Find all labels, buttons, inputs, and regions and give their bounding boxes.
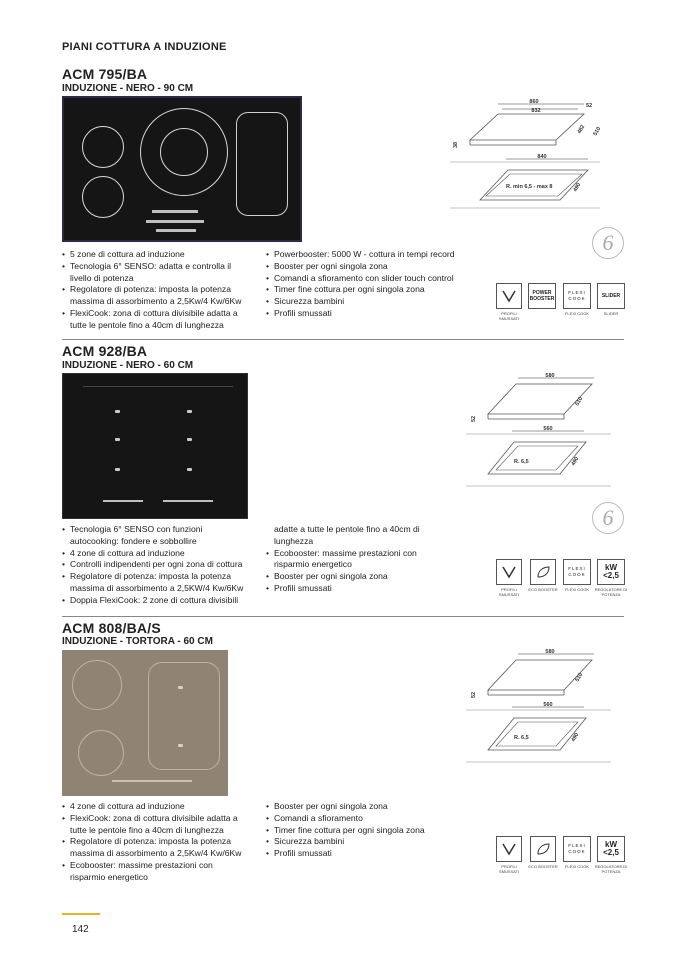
badge-label: ECO BOOSTER	[528, 587, 558, 592]
feature-item: adatte a tutte le pentole fino a 40cm di	[274, 524, 420, 534]
dim-cut-width: 840	[537, 154, 547, 160]
feature-item: massima di assorbimento a 2,5Kw/4 Kw/6Kw	[70, 296, 242, 307]
eco-booster-icon	[530, 836, 556, 862]
product-subtitle: INDUZIONE - NERO - 90 CM	[62, 83, 194, 94]
badge-label: PROFILI SMUSSATI	[498, 587, 520, 597]
feature-item: tutte le pentole fino a 40cm di lunghezza	[70, 319, 224, 330]
dim-cut-depth: 490	[570, 456, 581, 467]
dim-height: 52	[471, 415, 477, 422]
profile-icon	[496, 283, 522, 309]
dim-depth-b: 510	[574, 672, 585, 683]
dim-depth-b: 510	[574, 396, 585, 407]
feature-list-right	[266, 801, 476, 860]
page-title: PIANI COTTURA A INDUZIONE	[62, 41, 227, 53]
feature-item: • Regolatore di potenza: imposta la potenza	[62, 284, 262, 296]
feature-list-left	[62, 524, 272, 607]
feature-item: risparmio energetico	[274, 559, 352, 570]
feature-item: risparmio energetico	[70, 871, 148, 882]
feature-list-right	[266, 249, 476, 320]
product-model: ACM 928/BA	[62, 343, 148, 359]
product-model: ACM 795/BA	[62, 66, 148, 82]
dim-top-width: 580	[545, 373, 555, 379]
feature-item: massima di assorbimento a 2,5KW/4 Kw/6Kw	[70, 582, 244, 593]
badge-label: SLIDER	[603, 311, 619, 316]
feature-item: • Regolatore di potenza: imposta la potenza	[62, 836, 267, 848]
flexi-zone	[148, 662, 220, 770]
dim-radius: R. 6,5	[514, 459, 529, 465]
feature-item: • Sicurezza bambini	[266, 836, 476, 848]
hob-image	[62, 373, 248, 519]
feature-item: • Ecobooster: massime prestazioni con	[266, 548, 476, 560]
feature-item: autocooking: fondere e sobbollire	[70, 535, 197, 546]
product-model: ACM 808/BA/S	[62, 620, 161, 636]
page-accent-bar	[62, 913, 100, 915]
dim-depth-b: 510	[592, 126, 603, 137]
feature-item: tutte le pentole fino a 40cm di lunghezza	[70, 824, 224, 835]
dim-inner-width: 832	[531, 108, 541, 114]
feature-item: • FlexiCook: zona di cottura divisibile adatta a	[62, 308, 262, 320]
feature-item: • Timer fine cottura per ogni singola zona	[266, 825, 476, 837]
badge-label: FLEXI COOK	[564, 311, 589, 316]
badge-label: ECO BOOSTER	[528, 864, 558, 869]
section-divider	[62, 339, 624, 340]
feature-item: • Booster per ogni singola zona	[266, 571, 476, 583]
feature-item: • Regolatore di potenza: imposta la potenza	[62, 571, 272, 583]
feature-item: • Profili smussati	[266, 308, 476, 320]
dim-height: 38	[453, 141, 459, 148]
feature-item: • 5 zone di cottura ad induzione	[62, 249, 262, 261]
feature-item: • 4 zone di cottura ad induzione	[62, 548, 272, 560]
feature-item: • Ecobooster: massime prestazioni con	[62, 860, 267, 872]
badge-label: PROFILI SMUSSATI	[498, 311, 520, 321]
dim-cut-width: 560	[543, 702, 553, 708]
flexicook-icon: FLEXI COOK	[563, 836, 591, 862]
cooking-zone	[72, 660, 122, 710]
slider-icon: SLIDER	[597, 283, 625, 309]
sixth-sense-logo: 6	[592, 502, 624, 534]
profile-icon	[496, 559, 522, 585]
dim-depth-a: 482	[576, 124, 587, 135]
feature-item: • Booster per ogni singola zona	[266, 261, 476, 273]
feature-item: • Powerbooster: 5000 W - cottura in tempi record	[266, 249, 476, 261]
dim-cut-depth: 490	[570, 732, 581, 743]
profile-icon	[496, 836, 522, 862]
feature-item: • Comandi a sfioramento	[266, 813, 476, 825]
flexicook-icon: FLEXI COOK	[563, 283, 591, 309]
feature-list-right	[266, 524, 476, 595]
cooking-zone	[82, 176, 124, 218]
feature-item: • Booster per ogni singola zona	[266, 801, 476, 813]
dim-top-width: 580	[545, 649, 555, 655]
kw-regulator-icon: kW <2,5	[597, 836, 625, 862]
dim-top-width: 860	[529, 99, 539, 105]
feature-list-left	[62, 801, 267, 884]
feature-item: • Controlli indipendenti per ogni zona di cottura	[62, 559, 272, 571]
product-subtitle: INDUZIONE - NERO - 60 CM	[62, 360, 194, 371]
power-booster-icon: POWER BOOSTER	[528, 283, 556, 309]
badge-label: REGOLATORE DI POTENZA	[594, 587, 628, 597]
feature-item: lunghezza	[274, 535, 314, 546]
sixth-sense-logo: 6	[592, 227, 624, 259]
feature-item: livello di potenza	[70, 272, 134, 283]
feature-item: • Sicurezza bambini	[266, 296, 476, 308]
badge-label: PROFILI SMUSSATI	[498, 864, 520, 874]
hob-image	[62, 96, 302, 242]
page-number: 142	[72, 924, 89, 935]
badge-label: REGOLATORE DI POTENZA	[594, 864, 628, 874]
badge-label: FLEXI COOK	[564, 864, 589, 869]
badge-label: FLEXI COOK	[564, 587, 589, 592]
feature-item: • Doppia FlexiCook: 2 zone di cottura divisibili	[62, 595, 272, 607]
feature-item: • Profili smussati	[266, 848, 476, 860]
dim-cut-depth: 490	[572, 182, 583, 193]
dimension-drawing	[466, 646, 616, 768]
dimension-drawing	[450, 96, 610, 216]
dimension-drawing	[466, 370, 616, 492]
feature-item: massima di assorbimento a 2,5Kw/4 Kw/6Kw	[70, 848, 242, 859]
hob-image	[62, 650, 228, 796]
feature-item: • Profili smussati	[266, 583, 476, 595]
feature-item: • Timer fine cottura per ogni singola zona	[266, 284, 476, 296]
feature-item: • Tecnologia 6° SENSO con funzioni	[62, 524, 272, 536]
cooking-zone	[82, 126, 124, 168]
flexi-zone	[236, 112, 288, 216]
feature-item: • FlexiCook: zona di cottura divisibile adatta a	[62, 813, 267, 825]
dim-radius: R. min 6,5 - max 8	[506, 184, 553, 190]
cooking-zone	[78, 730, 124, 776]
feature-item: • 4 zone di cottura ad induzione	[62, 801, 267, 813]
feature-item: • Tecnologia 6° SENSO: adatta e controlla il	[62, 261, 262, 273]
dim-cut-width: 560	[543, 426, 553, 432]
feature-item: • Comandi a sfioramento con slider touch control	[266, 273, 476, 285]
dim-side: 52	[586, 103, 593, 109]
section-divider	[62, 616, 624, 617]
dim-height: 52	[471, 691, 477, 698]
eco-booster-icon	[530, 559, 556, 585]
dim-radius: R. 6,5	[514, 735, 529, 741]
cooking-zone	[160, 128, 208, 176]
product-subtitle: INDUZIONE - TORTORA - 60 CM	[62, 636, 213, 647]
kw-regulator-icon: kW <2,5	[597, 559, 625, 585]
feature-list-left	[62, 249, 262, 332]
flexicook-icon: FLEXI COOK	[563, 559, 591, 585]
